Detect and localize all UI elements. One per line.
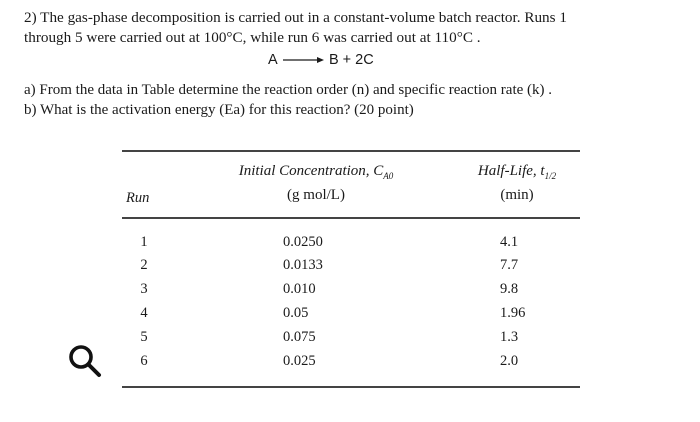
problem-line-2: through 5 were carried out at 100°C, while run 6 was carried out at 110°C .: [24, 29, 481, 46]
table-row-3-half: 9.8: [500, 281, 519, 297]
table-row-4-run: 4: [140, 305, 148, 321]
table-row-6-half: 2.0: [500, 353, 519, 369]
header-concentration-unit: (g mol/L): [287, 187, 345, 203]
table-row-3-conc: 0.010: [283, 281, 316, 297]
table-top-rule: [122, 150, 580, 152]
table-row-2-half: 7.7: [500, 257, 519, 273]
table-row-2-conc: 0.0133: [283, 257, 323, 273]
question-b: b) What is the activation energy (Ea) for this reaction? (20 point): [24, 102, 414, 118]
problem-line-1: 2) The gas-phase decomposition is carried out in a constant-volume batch reactor. Runs 1: [24, 9, 567, 26]
header-concentration: [196, 162, 436, 205]
header-concentration-label: Initial Concentration, C: [238, 163, 384, 179]
header-concentration-subscript: A0: [383, 171, 394, 181]
problem-statement: [24, 8, 684, 48]
reaction-arrow-icon: [281, 55, 325, 65]
header-run: Run: [126, 190, 150, 206]
table-row-2-run: 2: [140, 257, 148, 273]
table-row-1-run: 1: [140, 234, 148, 250]
table-row-4-conc: 0.05: [283, 305, 309, 321]
question-a: a) From the data in Table determine the reaction order (n) and specific reaction rate (k) .: [24, 82, 553, 98]
table-row-5-run: 5: [140, 329, 148, 345]
table-row-6-conc: 0.025: [283, 353, 316, 369]
search-icon[interactable]: [66, 342, 104, 380]
table-row-5-half: 1.3: [500, 329, 519, 345]
table-row-4-half: 1.96: [500, 305, 526, 321]
header-half-life: [452, 162, 582, 205]
table-row-6-run: 6: [140, 353, 148, 369]
reactant: A: [268, 52, 277, 68]
products: B + 2C: [328, 52, 374, 68]
table-row-3-run: 3: [140, 281, 148, 297]
table-bottom-rule: [122, 386, 580, 388]
table-row-1-conc: 0.0250: [283, 234, 323, 250]
header-half-life-unit: (min): [500, 187, 534, 203]
table-row-5-conc: 0.075: [283, 329, 316, 345]
reaction-equation: [268, 52, 374, 68]
header-half-life-subscript: 1/2: [544, 171, 557, 181]
questions: [24, 80, 552, 120]
table-header-rule: [122, 217, 580, 219]
table-row-1-half: 4.1: [500, 234, 519, 250]
header-half-life-label: Half-Life, t: [477, 163, 545, 179]
